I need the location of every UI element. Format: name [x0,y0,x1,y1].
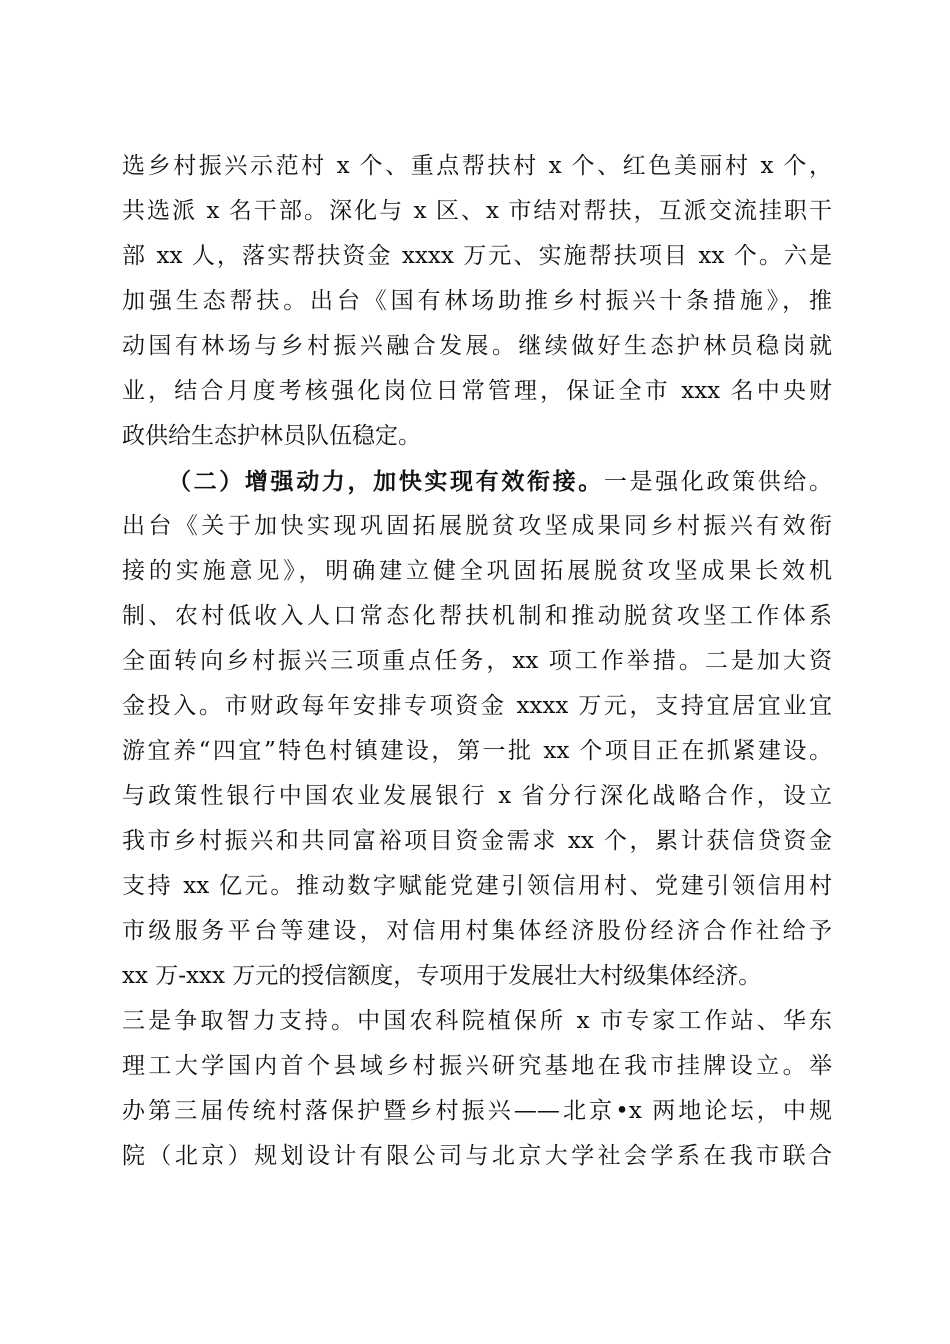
text-line: 院（北京）规划设计有限公司与北京大学社会学系在我市联合 [122,1143,832,1169]
text-line: 出台《关于加快实现巩固拓展脱贫攻坚成果同乡村振兴有效衔 [122,513,832,539]
text-line: 办第三届传统村落保护暨乡村振兴——北京•x 两地论坛，中规 [122,1098,832,1124]
text-line: 部 xx 人，落实帮扶资金 xxxx 万元、实施帮扶项目 xx 个。六是 [122,243,832,269]
text-line: 我市乡村振兴和共同富裕项目资金需求 xx 个，累计获信贷资金 [122,828,832,854]
text-line: 理工大学国内首个县域乡村振兴研究基地在我市挂牌设立。举 [122,1053,832,1079]
text-line: 金投入。市财政每年安排专项资金 xxxx 万元，支持宜居宜业宜 [122,693,832,719]
text-line: 政供给生态护林员队伍稳定。 [122,423,421,449]
text-line: 选乡村振兴示范村 x 个、重点帮扶村 x 个、红色美丽村 x 个， [122,153,832,179]
section-heading: （二）增强动力，加快实现有效衔接。 [168,468,604,495]
text-line: 游宜养“四宜”特色村镇建设，第一批 xx 个项目正在抓紧建设。 [122,738,832,764]
text-line: 共选派 x 名干部。深化与 x 区、x 市结对帮扶，互派交流挂职干 [122,198,832,224]
section-heading-line [122,459,832,504]
text-line: 业，结合月度考核强化岗位日常管理，保证全市 xxx 名中央财 [122,378,832,404]
text-line: 动国有林场与乡村振兴融合发展。继续做好生态护林员稳岗就 [122,333,832,359]
text-line: 支持 xx 亿元。推动数字赋能党建引领信用村、党建引领信用村 [122,873,832,899]
body-text [122,144,832,1179]
text-line: 加强生态帮扶。出台《国有林场助推乡村振兴十条措施》，推 [122,288,832,314]
text-line: 全面转向乡村振兴三项重点任务，xx 项工作举措。二是加大资 [122,648,832,674]
text-line: 制、农村低收入人口常态化帮扶机制和推动脱贫攻坚工作体系 [122,603,832,629]
section-heading-rest: 一是强化政策供给。 [603,469,832,495]
text-line: 与政策性银行中国农业发展银行 x 省分行深化战略合作，设立 [122,783,832,809]
text-line: xx 万-xxx 万元的授信额度，专项用于发展壮大村级集体经济。 [122,963,762,989]
text-line: 三是争取智力支持。中国农科院植保所 x 市专家工作站、华东 [122,1008,832,1034]
text-line: 接的实施意见》，明确建立健全巩固拓展脱贫攻坚成果长效机 [122,558,832,584]
text-line: 市级服务平台等建设，对信用村集体经济股份经济合作社给予 [122,918,832,944]
